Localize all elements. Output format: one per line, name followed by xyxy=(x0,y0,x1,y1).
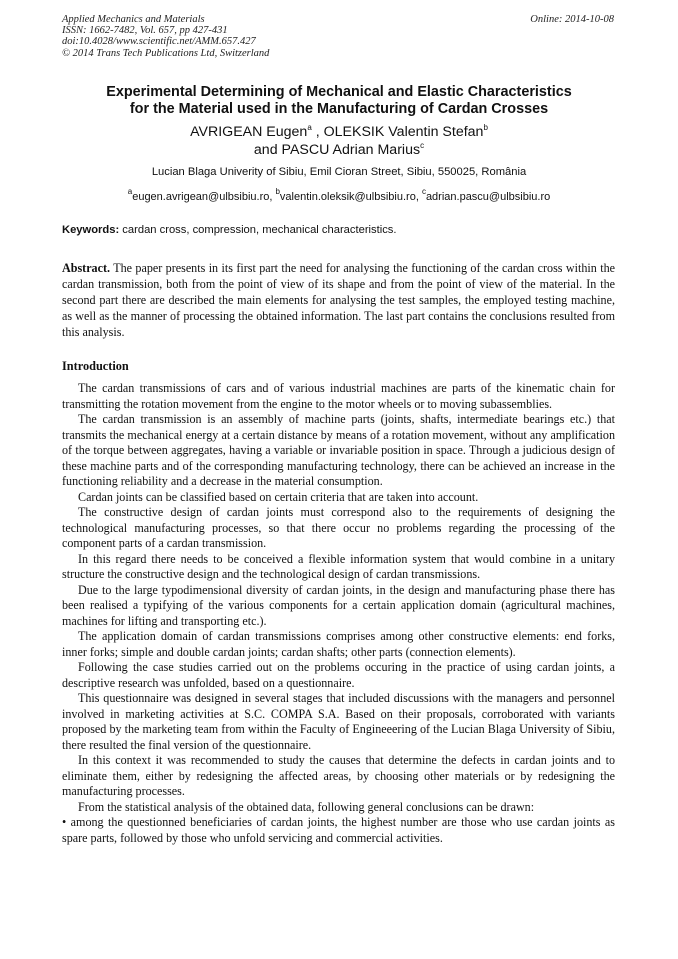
title-line-1: Experimental Determining of Mechanical and Elastic Characteristics xyxy=(106,84,572,100)
authors xyxy=(40,123,638,159)
paragraph: In this context it was recommended to study the causes that determine the defects in cardan joints and to eliminate them, either by redesigning the affected areas, by choosing other materials or by redesigning the manufacturing processes. xyxy=(62,753,615,798)
author-1: AVRIGEAN Eugen xyxy=(190,124,308,140)
paragraph: Cardan joints can be classified based on certain criteria that are taken into account. xyxy=(78,489,479,504)
emails xyxy=(40,187,638,203)
doi: doi:10.4028/www.scientific.net/AMM.657.427 xyxy=(62,36,256,48)
author-1-sup: a xyxy=(307,123,312,132)
author-and: and xyxy=(253,142,282,158)
copyright: © 2014 Trans Tech Publications Ltd, Switzerland xyxy=(62,47,270,59)
bullet-item: • among the questionned beneficiaries of cardan joints, the highest number are those who use cardan joints as spare parts, followed by those who unfold servicing and commercial activities. xyxy=(62,815,615,845)
paper-title xyxy=(40,84,638,118)
keywords xyxy=(62,224,622,236)
abstract-text: The paper presents in its first part the need for analysing the functioning of the cardan cross within the cardan transmission, both from the point of view of its shape and from the point of view of the material. In the second part there are described the main elements for analysing the test samples, the employed testing machine, as well as the manner of processing the obtained information. The last part contains the conclusions resulted from this analysis. xyxy=(62,261,615,339)
keywords-text: cardan cross, compression, mechanical characteristics. xyxy=(119,224,397,236)
paragraph: This questionnaire was designed in several stages that included discussions with the managers and personnel involved in marketing activities at S.C. COMPA S.A. Based on their proposals, corroborated with variants proposed by the marketing team from within the Faculty of Engineeering of the Lucian Blaga University of Sibiu, there resulted the final version of the questionnaire. xyxy=(62,691,615,752)
email-3-sup: c xyxy=(421,187,426,196)
paragraph: Due to the large typodimensional diversity of cardan joints, in the design and manufacturing phase there has been realised a typifying of the various components for a certain application domain (agricultural machines, machines for lifting and transporting etc.). xyxy=(62,582,615,628)
paragraph: The application domain of cardan transmissions comprises among other constructive elements: end forks, inner forks; simple and double cardan joints; cardan shafts; other parts (connection elements). xyxy=(62,629,615,659)
affiliation: Lucian Blaga Univerity of Sibiu, Emil Cioran Street, Sibiu, 550025, România xyxy=(151,166,527,178)
author-2-sup: b xyxy=(483,123,488,132)
section-heading-introduction: Introduction xyxy=(62,359,129,373)
paragraph: The cardan transmissions of cars and of various industrial machines are parts of the kinematic chain for transmitting the rotation movement from the engine to the motor wheels or to moving subassemblies. xyxy=(62,381,615,411)
keywords-label: Keywords: xyxy=(62,224,120,236)
email-2[interactable]: valentin.oleksik@ulbsibiu.ro, xyxy=(279,191,422,203)
email-2-sup: b xyxy=(275,187,280,196)
journal-meta xyxy=(62,14,269,59)
introduction-body xyxy=(62,381,615,846)
title-line-2: for the Material used in the Manufacturing of Cardan Crosses xyxy=(129,101,549,117)
email-1[interactable]: eugen.avrigean@ulbsibiu.ro, xyxy=(132,191,276,203)
paragraph: The cardan transmission is an assembly of machine parts (joints, shafts, intermediate bearings etc.) that transmits the mechanical energy at a certain distance by means of a rotation movement, without any amplification of the torque between aggregates, having a variable or invariable position in space. Through a judicious design of these machine parts and of the corresponding manufacturing technology, there can be achieved an increase in the functioning reliability and a decrease in the material consumption. xyxy=(62,412,615,488)
paragraph: Following the case studies carried out on the problems occuring in the practice of using cardan joints, a descriptive research was unfolded, based on a questionnaire. xyxy=(62,660,615,690)
author-separator: , xyxy=(311,124,324,140)
paragraph: From the statistical analysis of the obtained data, following general conclusions can be drawn: xyxy=(78,799,535,814)
email-1-sup: a xyxy=(127,187,133,196)
email-3[interactable]: adrian.pascu@ulbsibiu.ro xyxy=(425,191,551,203)
abstract-label: Abstract. xyxy=(62,261,111,275)
author-3: PASCU Adrian Marius xyxy=(281,142,421,158)
author-2: OLEKSIK Valentin Stefan xyxy=(323,124,484,140)
author-3-sup: c xyxy=(420,141,425,150)
paragraph: The constructive design of cardan joints must correspond also to the requirements of designing the technological manufacturing processes, so that there occur no problems regarding the processing of the component parts of a cardan transmission. xyxy=(62,505,615,550)
online-date: Online: 2014-10-08 xyxy=(530,14,614,25)
issn: ISSN: 1662-7482, Vol. 657, pp 427-431 xyxy=(62,25,228,37)
journal-name: Applied Mechanics and Materials xyxy=(62,14,205,25)
abstract xyxy=(62,260,615,340)
paragraph: In this regard there needs to be conceived a flexible information system that would combine in a unitary structure the constructive design and the technological design of cardan transmissions. xyxy=(62,551,615,581)
